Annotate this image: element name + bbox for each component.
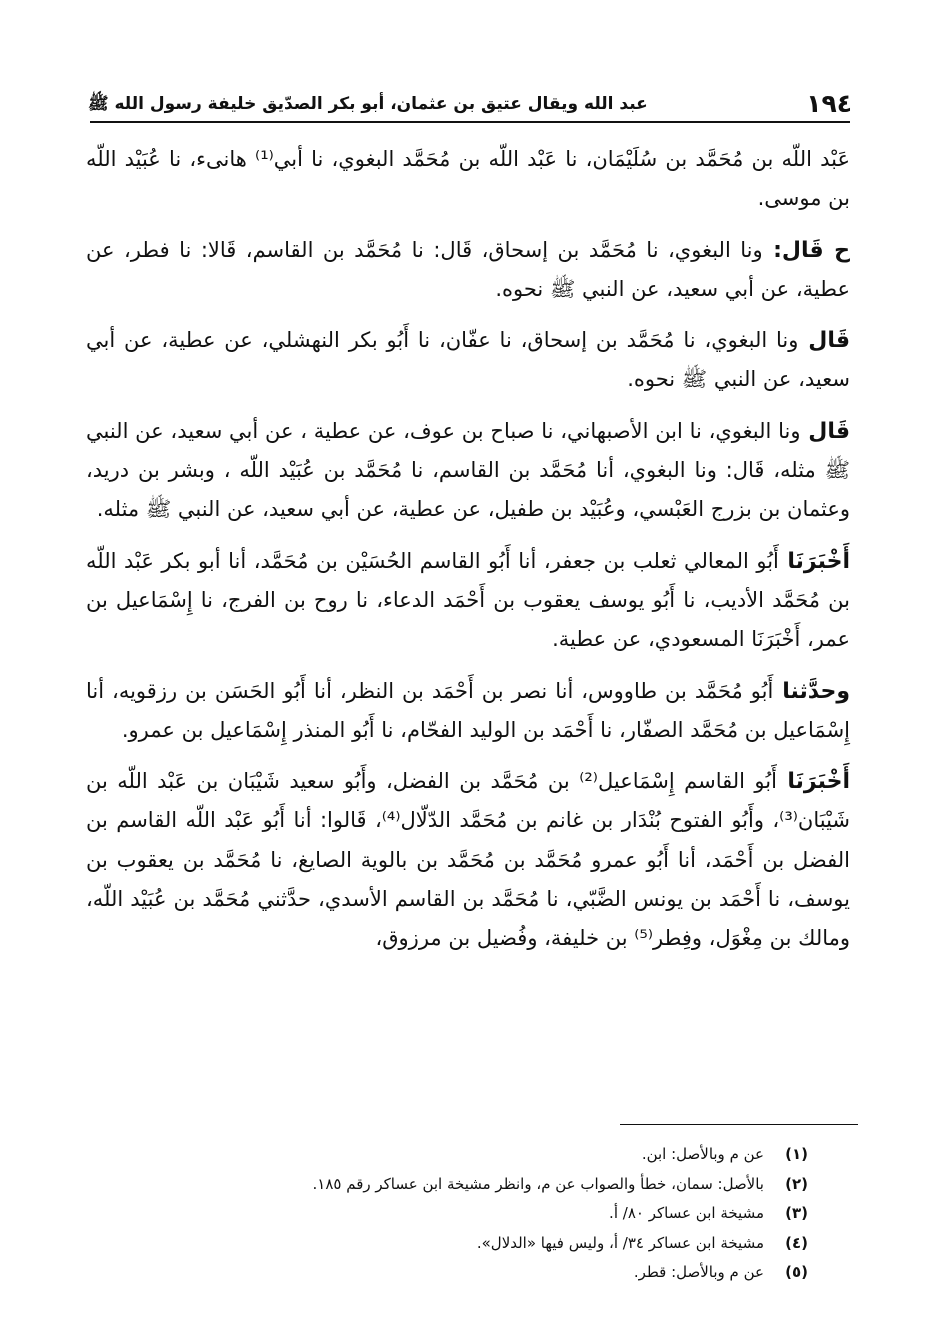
- paragraph: [86, 321, 850, 400]
- footnote: [120, 1199, 808, 1229]
- paragraph-lead: أَخْبَرَنَا: [776, 769, 850, 795]
- header-divider: [90, 121, 850, 123]
- paragraph-text: ونا البغوي، نا ابن الأصبهاني، نا صباح بن عوف، عن عطية ، عن أبي سعيد، عن النبي ﷺ مثله، قَال: ونا البغوي، أنا مُحَمَّد بن القاسم، نا مُحَمَّد بن عُبَيْد اللّه ، وبشر بن دريد، وعثمان بن بزرج العَبْسي، وعُبَيْد بن طفيل، عن عطية، عن أبي سعيد، عن النبي ﷺ مثله.: [86, 418, 850, 522]
- footnote-number: (٢): [785, 1174, 808, 1193]
- paragraph-lead: ح قَال:: [762, 237, 850, 263]
- running-title: عبد الله ويقال عتيق بن عثمان، أبو بكر الصدّيق خليفة رسول الله ﷺ: [88, 94, 648, 114]
- footnote-number: (٤): [785, 1233, 808, 1252]
- footnote-number: (٣): [785, 1204, 808, 1222]
- footnote-number: (٥): [785, 1263, 808, 1281]
- paragraph-text: عَبْد اللّه بن مُحَمَّد بن سُلَيْمَان، نا عَبْد اللّه بن مُحَمَّد البغوي، نا أبي⁽¹⁾ هانىء، نا عُبَيْد اللّه بن موسى.: [86, 147, 850, 211]
- paragraph: [86, 762, 850, 958]
- paragraph: [86, 231, 850, 310]
- paragraph-lead: أَخْبَرَنَا: [778, 548, 850, 574]
- paragraph: [86, 412, 850, 530]
- footnote: [120, 1258, 808, 1288]
- running-head: [88, 78, 852, 118]
- footnote: [120, 1140, 808, 1170]
- footnote-text: مشيخة ابن عساكر ٣٤/ أ، وليس فيها «الدلال».: [476, 1233, 764, 1252]
- footnote: [120, 1229, 808, 1259]
- paragraph: [86, 672, 850, 751]
- paragraph: [86, 140, 850, 219]
- footnote-number: (١): [785, 1145, 808, 1163]
- paragraph-lead: قَال: [800, 418, 850, 444]
- paragraph-lead: قَال: [798, 328, 850, 354]
- paragraph-lead: وحدَّثنا: [773, 678, 850, 704]
- paragraph-text: أَبُو مُحَمَّد بن طاووس، أنا نصر بن أَحْمَد بن النظر، أنا أَبُو الحَسَن بن رزقويه، أنا إِسْمَاعيل بن مُحَمَّد الصفّار، نا أَحْمَد بن الوليد الفحّام، نا أَبُو المنذر إِسْمَاعيل بن عمرو.: [86, 678, 850, 742]
- footnote: [120, 1170, 808, 1200]
- page-number: ١٩٤: [806, 89, 852, 118]
- footnote-text: عن م وبالأصل: قطر.: [633, 1263, 764, 1281]
- paragraph-text: أَبُو القاسم إِسْمَاعيل⁽²⁾ بن مُحَمَّد بن الفضل، وأَبُو سعيد شَيْبَان بن عَبْد اللّه بن شَيْبَان⁽³⁾، وأَبُو الفتوح بُنْدَار بن غانم بن مُحَمَّد الدّلّال⁽⁴⁾، قَالوا: أنا أَبُو عَبْد اللّه القاسم بن الفضل بن أَحْمَد، أنا أَبُو عمرو مُحَمَّد بن مُحَمَّد بن بالوية الصايغ، نا مُحَمَّد بن يعقوب بن يوسف، نا أَحْمَد بن يونس الضَّبّي، نا مُحَمَّد بن القاسم الأسدي، حدَّثني مُحَمَّد بن عُبَيْد اللّه، ومالك بن مِغْوَل، وفِطر⁽⁵⁾ بن خليفة، وفُضيل بن مرزوق،: [86, 769, 850, 951]
- footnote-text: بالأصل: سمان، خطأ والصواب عن م، وانظر مشيخة ابن عساكر رقم ١٨٥.: [312, 1174, 764, 1193]
- paragraph-text: ونا البغوي، نا مُحَمَّد بن إسحاق، نا عفّان، نا أَبُو بكر النهشلي، عن عطية، عن أبي سعيد، عن النبي ﷺ نحوه.: [86, 328, 850, 392]
- footnote-text: عن م وبالأصل: ابن.: [641, 1145, 764, 1163]
- footnote-divider: [620, 1124, 858, 1125]
- footnotes: [120, 1140, 808, 1288]
- paragraph-text: أَبُو المعالي ثعلب بن جعفر، أنا أَبُو القاسم الحُسَيْن بن مُحَمَّد، أنا أبو بكر عَبْد اللّه بن مُحَمَّد الأديب، نا أَبُو يوسف يعقوب بن أَحْمَد الدعاء، نا روح بن الفرج، نا إِسْمَاعيل بن عمر، أَخْبَرَنَا المسعودي، عن عطية.: [86, 548, 850, 652]
- main-text: [86, 140, 850, 971]
- paragraph-text: ونا البغوي، نا مُحَمَّد بن إسحاق، قَال: نا مُحَمَّد بن القاسم، قَالا: نا فطر، عن عطية، عن أبي سعيد، عن النبي ﷺ نحوه.: [86, 237, 850, 301]
- footnote-text: مشيخة ابن عساكر ٨٠/ أ.: [609, 1204, 764, 1222]
- paragraph: [86, 542, 850, 660]
